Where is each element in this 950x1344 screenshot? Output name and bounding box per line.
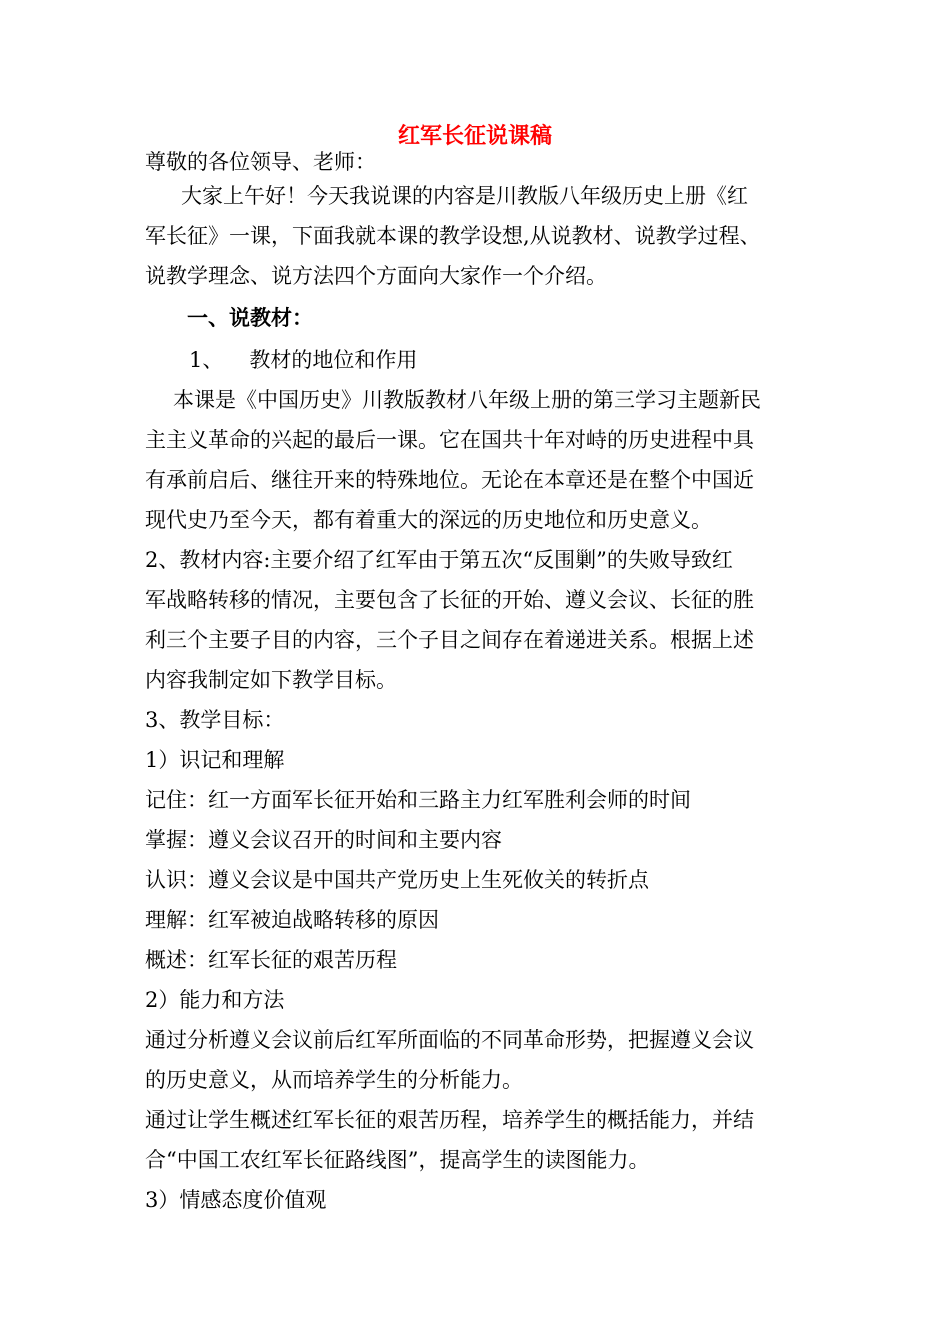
text-line: 的历史意义，从而培养学生的分析能力。 [145, 1068, 523, 1092]
goal2-paragraph-2 [145, 1100, 805, 1180]
text-line: 有承前启后、继往开来的特殊地位。无论在本章还是在整个中国近 [145, 468, 754, 492]
text-line: 通过分析遵义会议前后红军所面临的不同革命形势，把握遵义会议 [145, 1028, 754, 1052]
goal3-heading: 3）情感态度价值观 [145, 1188, 327, 1212]
item-label: 教材的地位和作用 [249, 348, 418, 372]
salutation: 尊敬的各位领导、老师： [145, 150, 376, 174]
list-item: 认识：遵义会议是中国共产党历史上生死攸关的转折点 [145, 868, 649, 892]
goal1-list [145, 780, 805, 980]
list-item: 掌握：遵义会议召开的时间和主要内容 [145, 828, 502, 852]
text-line: 大家上午好！今天我说课的内容是川教版八年级历史上册《红 [181, 184, 748, 208]
goal2-paragraph-1 [145, 1020, 805, 1100]
list-item: 记住：红一方面军长征开始和三路主力红军胜利会师的时间 [145, 788, 691, 812]
list-item: 理解：红军被迫战略转移的原因 [145, 908, 439, 932]
goals-heading: 3、教学目标： [145, 708, 285, 732]
paragraph-content [145, 540, 805, 700]
goal1-heading: 1）识记和理解 [145, 748, 285, 772]
document-title: 红军长征说课稿 [397, 124, 552, 149]
intro-paragraph [145, 176, 805, 296]
list-item: 概述：红军长征的艰苦历程 [145, 948, 397, 972]
text-line: 合“中国工农红军长征路线图”，提高学生的读图能力。 [145, 1148, 650, 1172]
text-line: 2、教材内容:主要介绍了红军由于第五次“反围剿”的失败导致红 [145, 548, 733, 572]
text-line: 军长征》一课，下面我就本课的教学设想,从说教材、说教学过程、 [145, 224, 761, 248]
text-line: 本课是《中国历史》川教版教材八年级上册的第三学习主题新民 [173, 388, 761, 412]
text-line: 内容我制定如下教学目标。 [145, 668, 397, 692]
item-number: 1、 [189, 348, 224, 372]
text-line: 主主义革命的兴起的最后一课。它在国共十年对峙的历史进程中具 [145, 428, 754, 452]
text-line: 通过让学生概述红军长征的艰苦历程，培养学生的概括能力，并结 [145, 1108, 754, 1132]
text-line: 军战略转移的情况，主要包含了长征的开始、遵义会议、长征的胜 [145, 588, 754, 612]
paragraph-position [145, 380, 805, 540]
text-line: 现代史乃至今天，都有着重大的深远的历史地位和历史意义。 [145, 508, 712, 532]
text-line: 说教学理念、说方法四个方面向大家作一个介绍。 [145, 264, 607, 288]
text-line: 利三个主要子目的内容，三个子目之间存在着递进关系。根据上述 [145, 628, 754, 652]
goal2-heading: 2）能力和方法 [145, 988, 285, 1012]
section-heading: 一、说教材： [187, 306, 313, 330]
numbered-item [145, 340, 805, 380]
document-body [145, 148, 805, 1220]
